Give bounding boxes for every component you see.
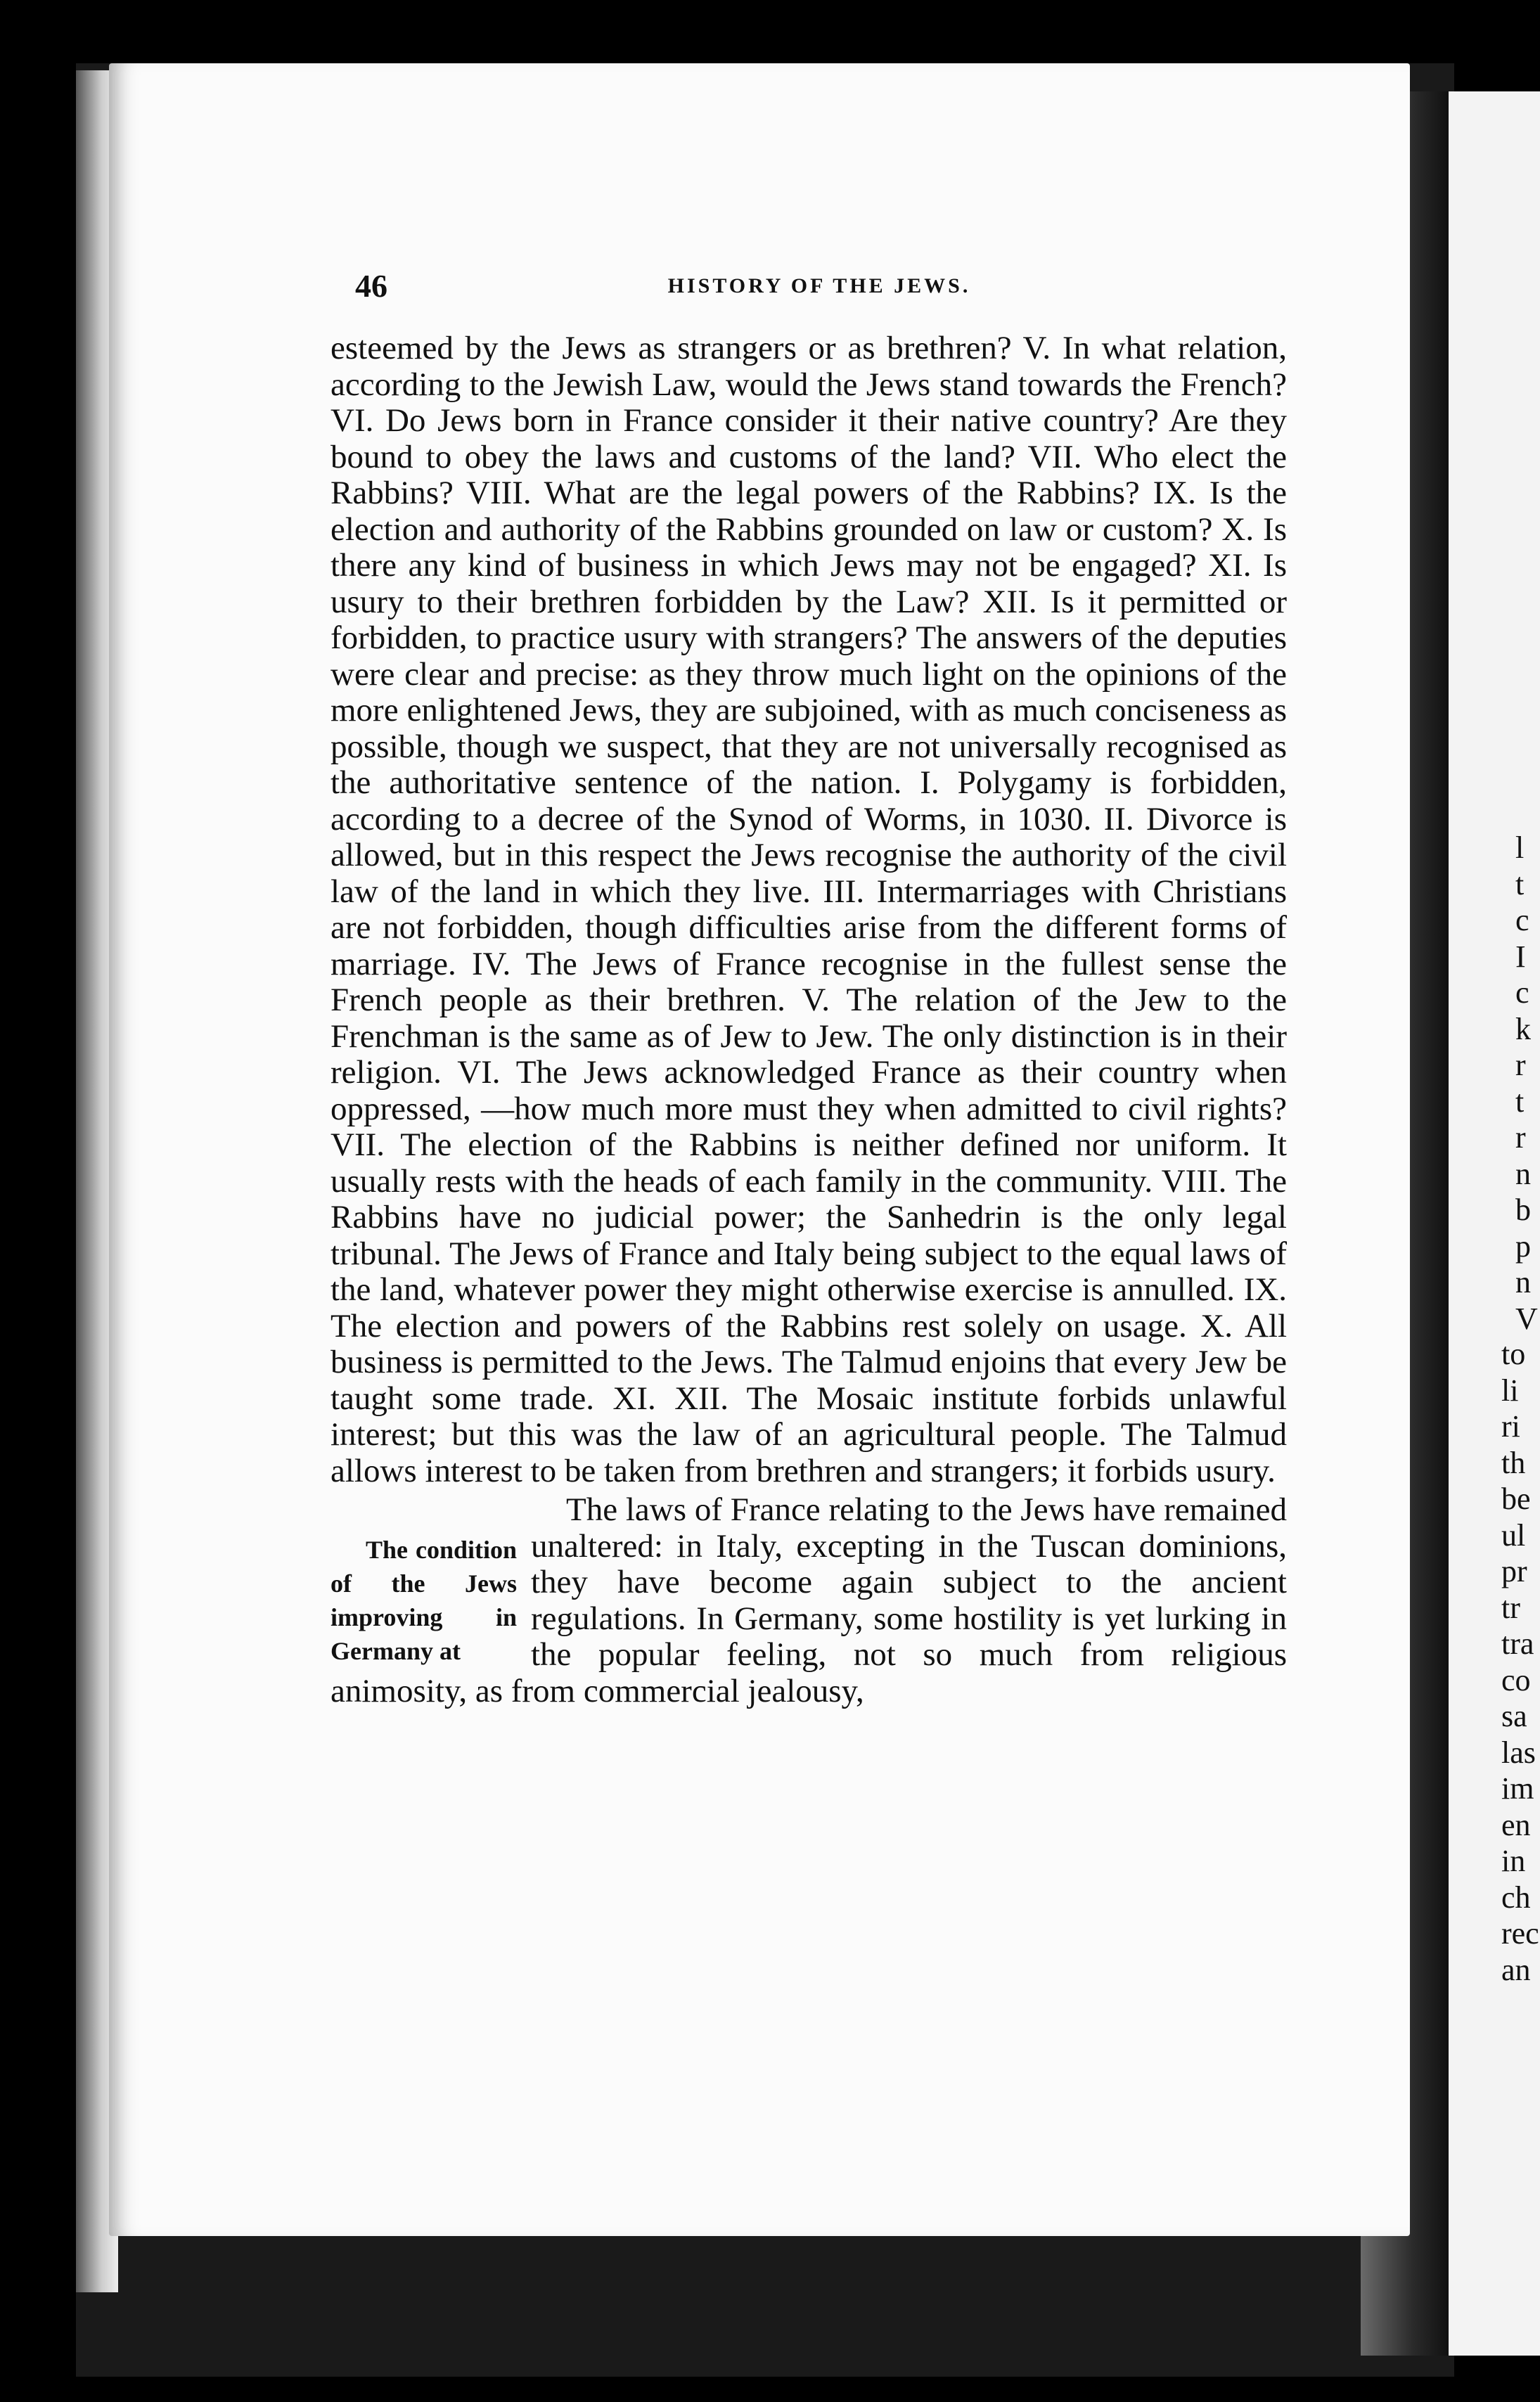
facing-fragment: r xyxy=(1515,1048,1526,1082)
page-number: 46 xyxy=(355,268,387,304)
page-body xyxy=(331,330,1287,1709)
facing-fragment: rec xyxy=(1501,1916,1539,1951)
facing-fragment: sa xyxy=(1501,1699,1527,1733)
margin-note: The condition of the Jews improving in Germany at xyxy=(331,1536,517,1665)
facing-fragment: b xyxy=(1515,1193,1531,1227)
facing-fragment: ri xyxy=(1501,1409,1520,1444)
facing-page-text-lower xyxy=(1501,1336,1540,1988)
running-title: HISTORY OF THE JEWS. xyxy=(667,274,971,297)
facing-fragment: c xyxy=(1515,975,1529,1010)
facing-fragment: be xyxy=(1501,1482,1531,1516)
facing-fragment: co xyxy=(1501,1662,1531,1697)
facing-fragment: ul xyxy=(1501,1517,1526,1553)
body-paragraph-1: esteemed by the Jews as strangers or as brethren? V. In what relation, according to the Jewish Law, would the Jews stand towards the French? VI. Do Jews born in France consider it their native country? Are they bound to obey the laws and customs of the land? VII. Who elect the Rabbins? VIII. What are the legal powers of the Rabbins? IX. Is the election and authority of the Rabbins grounded on law or custom? X. Is there any kind of business in which Jews may not be engaged? XI. Is usury to their brethren forbidden by the Law? XII. Is it permitted or forbidden, to practice usury with strangers? The answers of the deputies were clear and precise: as they throw much light on the opinions of the more enlightened Jews, they are subjoined, with as much conciseness as possible, though we suspect, that they are not universally recognised as the authoritative sentence of the nation. I. Polygamy is forbidden, according to a decree of the Synod of Worms, in 1030. II. Divorce is allowed, but in this respect the Jews recognise the authority of the civil law of the land in which they live. III. Intermarriages with Christians are not forbidden, though difficulties arise from the different forms of marriage. IV. The Jews of France recognise in the fullest sense the French people as their brethren. V. The relation of the Jew to the Frenchman is the same as of Jew to Jew. The only distinction is in their religion. VI. The Jews acknowledged France as their country when oppressed, —how much more must they when admitted to civil rights? VII. The election of the Rabbins is neither defined nor uniform. It usually rests with the heads of each family in the community. VIII. The Rabbins have no judicial power; the Sanhedrin is the only legal tribunal. The Jews of France and Italy being subject to the equal laws of the land, whatever power they might otherwise exercise is annulled. IX. The election and powers of the Rabbins rest solely on usage. X. All business is permitted to the Jews. The Talmud enjoins that every Jew be taught some trade. XI. XII. The Mosaic institute forbids unlawful interest; but this was the law of an agricultural people. The Talmud allows interest to be taken from brethren and strangers; it forbids usury. xyxy=(331,330,1287,1489)
facing-fragment: in xyxy=(1501,1844,1526,1878)
facing-fragment: c xyxy=(1515,903,1529,937)
facing-fragment: tra xyxy=(1501,1626,1534,1661)
facing-fragment: th xyxy=(1501,1445,1526,1480)
page-header xyxy=(355,267,1283,309)
facing-fragment: t xyxy=(1515,1084,1525,1119)
facing-fragment: V xyxy=(1515,1301,1538,1336)
facing-fragment: l xyxy=(1515,830,1525,865)
facing-fragment: r xyxy=(1515,1120,1526,1155)
facing-page-text-upper xyxy=(1515,830,1540,1337)
facing-fragment: n xyxy=(1515,1156,1531,1191)
facing-fragment: pr xyxy=(1501,1554,1527,1588)
facing-fragment: t xyxy=(1515,866,1525,901)
facing-fragment: to xyxy=(1501,1337,1526,1371)
facing-fragment: las xyxy=(1501,1735,1536,1770)
facing-fragment: I xyxy=(1515,939,1526,974)
body-paragraph-2-text: The laws of France relating to the Jews have remained unaltered: in Italy, excepting in the Tuscan dominions, they have become again subject to the ancient regulations. In Germany, some hostility is yet lurking in the popular feeling, not so much from religious animosity, as from commercial jealousy, xyxy=(331,1491,1287,1709)
facing-fragment: ch xyxy=(1501,1880,1531,1915)
facing-fragment: li xyxy=(1501,1373,1519,1408)
facing-fragment: im xyxy=(1501,1771,1534,1806)
facing-fragment: k xyxy=(1515,1011,1531,1046)
facing-fragment: an xyxy=(1501,1952,1531,1987)
facing-fragment: p xyxy=(1515,1228,1531,1264)
facing-fragment: tr xyxy=(1501,1590,1520,1625)
facing-fragment: n xyxy=(1515,1265,1531,1299)
facing-fragment: en xyxy=(1501,1807,1531,1842)
body-paragraph-2 xyxy=(331,1492,1287,1709)
